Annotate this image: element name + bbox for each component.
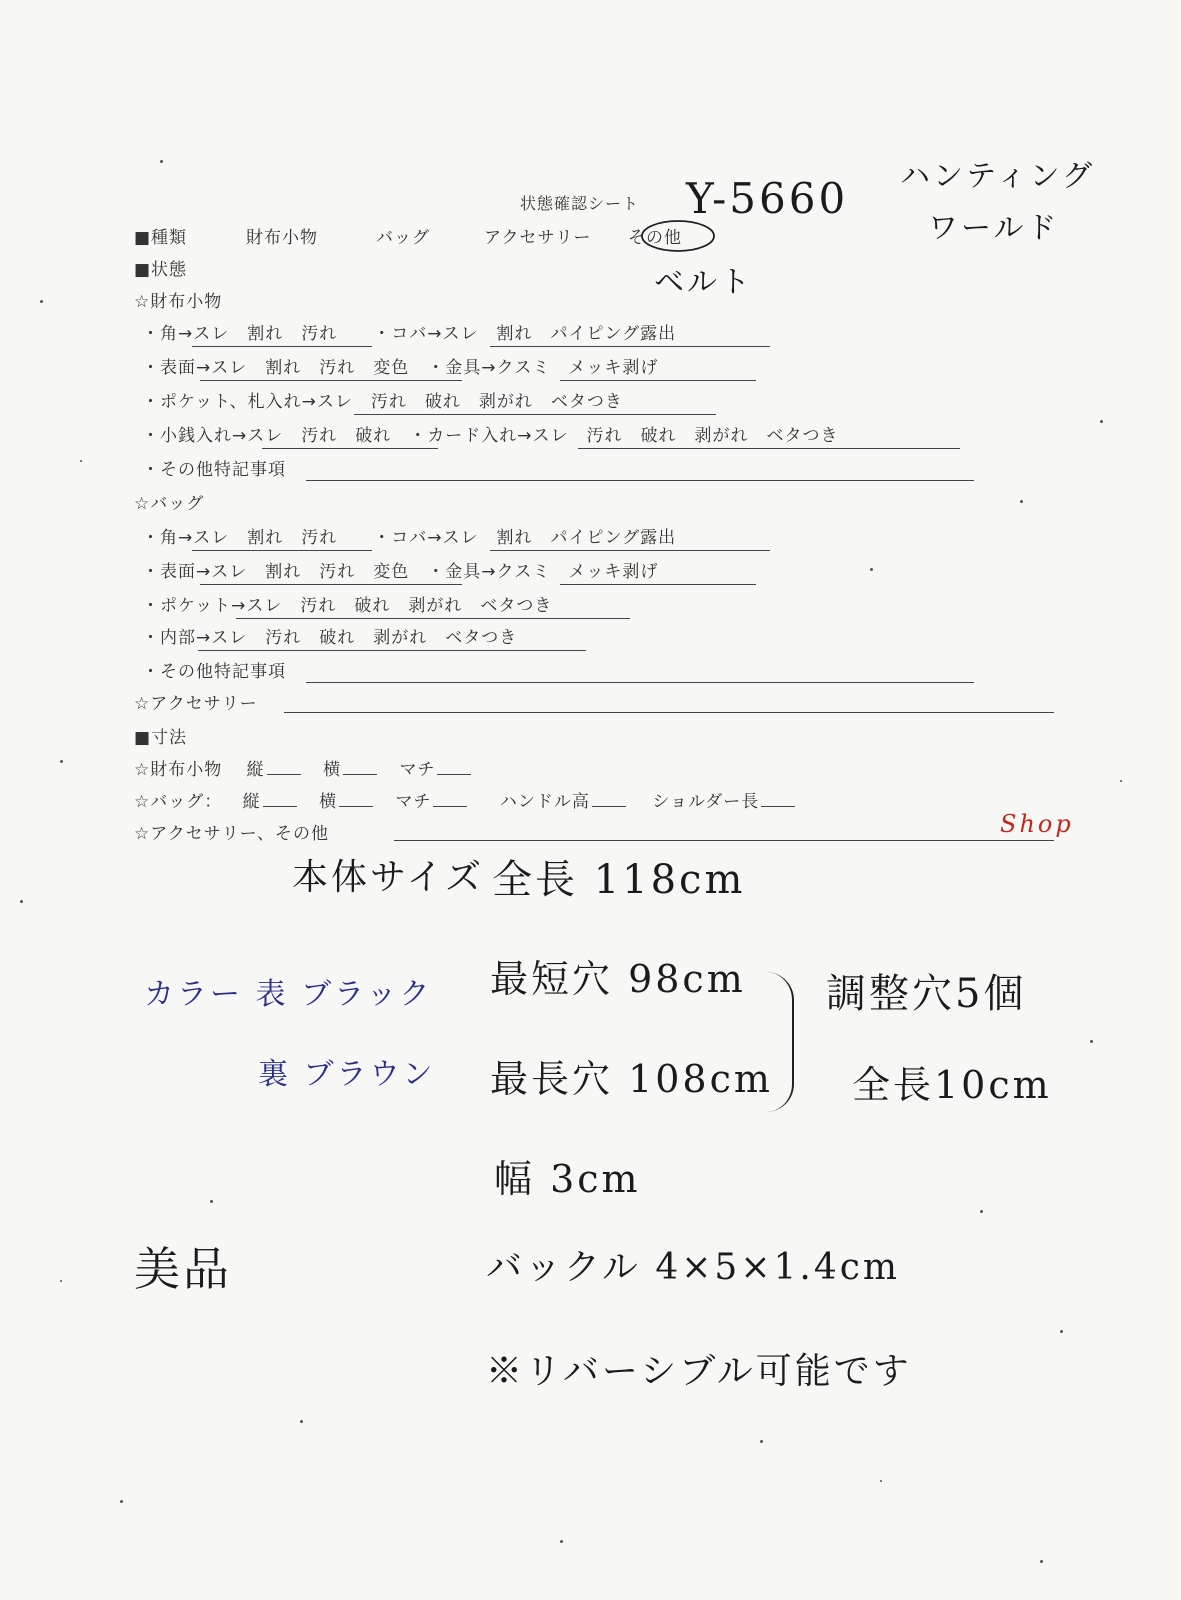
underline bbox=[490, 346, 770, 347]
wallet-line: ・ポケット、札入れ→スレ 汚れ 破れ 剥がれ ベタつき bbox=[142, 392, 623, 412]
longest-hole: 最長穴 108cm bbox=[490, 1057, 773, 1101]
underline bbox=[560, 380, 756, 381]
size-bag-width: 横 bbox=[319, 792, 338, 812]
underline bbox=[200, 584, 462, 585]
bag-line: ・角→スレ 割れ 汚れ ・コバ→スレ 割れ パイピング露出 bbox=[142, 528, 677, 548]
size-bag-handle: ハンドル高 bbox=[499, 792, 590, 812]
color-back: 裏 ブラウン bbox=[258, 1057, 436, 1092]
blank bbox=[592, 806, 626, 807]
blank bbox=[433, 806, 467, 807]
scan-speck bbox=[870, 568, 873, 571]
notes-line bbox=[306, 480, 974, 481]
condition-label: ■状態 bbox=[134, 260, 188, 280]
bag-line: ・内部→スレ 汚れ 破れ 剥がれ ベタつき bbox=[142, 628, 518, 648]
underline bbox=[560, 584, 756, 585]
adjust-length: 全長10cm bbox=[852, 1063, 1052, 1107]
body-size-label: 本体サイズ bbox=[292, 857, 485, 898]
underline bbox=[578, 448, 960, 449]
shortest-hole: 最短穴 98cm bbox=[490, 957, 746, 1001]
wallet-line: ・表面→スレ 割れ 汚れ 変色 ・金具→クスミ メッキ剥げ bbox=[142, 358, 659, 378]
condition-rating: 美品 bbox=[134, 1242, 232, 1296]
bag-line: ・表面→スレ 割れ 汚れ 変色 ・金具→クスミ メッキ剥げ bbox=[142, 562, 659, 582]
color-front: カラー 表 ブラック bbox=[144, 977, 433, 1012]
scan-speck bbox=[1100, 420, 1103, 423]
scan-speck bbox=[560, 1540, 563, 1543]
brand-name: ハンティング bbox=[900, 159, 1095, 194]
size-bag-gusset: マチ bbox=[395, 792, 432, 812]
accessory-line: ☆アクセサリー bbox=[134, 694, 258, 714]
width-value: 幅 3cm bbox=[494, 1157, 641, 1201]
blank bbox=[437, 774, 471, 775]
scan-speck bbox=[60, 760, 63, 763]
notes-line bbox=[394, 840, 1054, 841]
shop-note: Shop bbox=[1000, 810, 1074, 838]
size-wallet-height: 縦 bbox=[246, 760, 265, 780]
underline bbox=[354, 414, 716, 415]
wallet-header: ☆財布小物 bbox=[134, 292, 223, 312]
scan-speck bbox=[880, 1480, 882, 1482]
size-wallet-gusset: マチ bbox=[399, 760, 436, 780]
blank bbox=[267, 774, 301, 775]
underline bbox=[192, 550, 372, 551]
underline bbox=[490, 550, 770, 551]
scan-speck bbox=[160, 160, 163, 163]
blank bbox=[263, 806, 297, 807]
size-bag-label: ☆バッグ： bbox=[134, 792, 223, 812]
item-type: ベルト bbox=[654, 265, 753, 300]
underline bbox=[200, 380, 462, 381]
scan-speck bbox=[300, 1420, 303, 1423]
scan-speck bbox=[980, 1210, 983, 1213]
adjust-holes: 調整穴5個 bbox=[826, 971, 1027, 1017]
notes-line bbox=[306, 682, 974, 683]
size-wallet-width: 横 bbox=[323, 760, 342, 780]
brand-name-line2: ワールド bbox=[928, 211, 1060, 246]
scan-speck bbox=[40, 300, 43, 303]
scan-speck bbox=[1040, 1560, 1043, 1563]
scan-speck bbox=[1020, 500, 1023, 503]
size-label: ■寸法 bbox=[134, 728, 188, 748]
bag-header: ☆バッグ bbox=[134, 494, 205, 514]
underline bbox=[236, 618, 630, 619]
category-other: その他 bbox=[628, 228, 682, 248]
scan-speck bbox=[20, 900, 23, 903]
total-length: 全長 118cm bbox=[492, 857, 746, 903]
size-wallet-label: ☆財布小物 bbox=[134, 760, 223, 780]
size-bag-height: 縦 bbox=[242, 792, 261, 812]
category-accessory: アクセサリー bbox=[484, 228, 592, 248]
sheet-title: 状態確認シート bbox=[520, 194, 640, 213]
scan-speck bbox=[760, 1440, 763, 1443]
scan-speck bbox=[1090, 1040, 1093, 1043]
bag-line: ・ポケット→スレ 汚れ 破れ 剥がれ ベタつき bbox=[142, 596, 553, 616]
scan-speck bbox=[80, 460, 82, 462]
underline bbox=[198, 650, 586, 651]
size-wallet-row bbox=[134, 762, 477, 779]
wallet-line: ・小銭入れ→スレ 汚れ 破れ ・カード入れ→スレ 汚れ 破れ 剥がれ ベタつき bbox=[142, 426, 839, 446]
buckle-size: バックル 4×5×1.4cm bbox=[486, 1247, 901, 1288]
blank bbox=[343, 774, 377, 775]
wallet-notes: ・その他特記事項 bbox=[142, 460, 286, 480]
blank bbox=[761, 806, 795, 807]
underline bbox=[192, 346, 372, 347]
brace-mark bbox=[766, 972, 794, 1112]
notes-line bbox=[284, 712, 1054, 713]
size-bag-row bbox=[134, 794, 801, 811]
scan-speck bbox=[120, 1500, 123, 1503]
category-wallet: 財布小物 bbox=[246, 228, 318, 248]
scan-speck bbox=[1120, 780, 1122, 782]
underline bbox=[262, 448, 438, 449]
item-code: Y-5660 bbox=[686, 174, 849, 223]
category-label: ■種類 bbox=[134, 228, 188, 248]
category-bag: バッグ bbox=[376, 228, 430, 248]
scan-speck bbox=[1060, 1330, 1063, 1333]
bag-notes: ・その他特記事項 bbox=[142, 662, 286, 682]
size-bag-shoulder: ショルダー長 bbox=[652, 792, 760, 812]
blank bbox=[339, 806, 373, 807]
scan-speck bbox=[60, 1280, 62, 1282]
wallet-line: ・角→スレ 割れ 汚れ ・コバ→スレ 割れ パイピング露出 bbox=[142, 324, 677, 344]
reversible-note: ※リバーシブル可能です bbox=[486, 1351, 912, 1392]
size-other-label: ☆アクセサリー、その他 bbox=[134, 824, 330, 844]
scan-speck bbox=[210, 1200, 213, 1203]
